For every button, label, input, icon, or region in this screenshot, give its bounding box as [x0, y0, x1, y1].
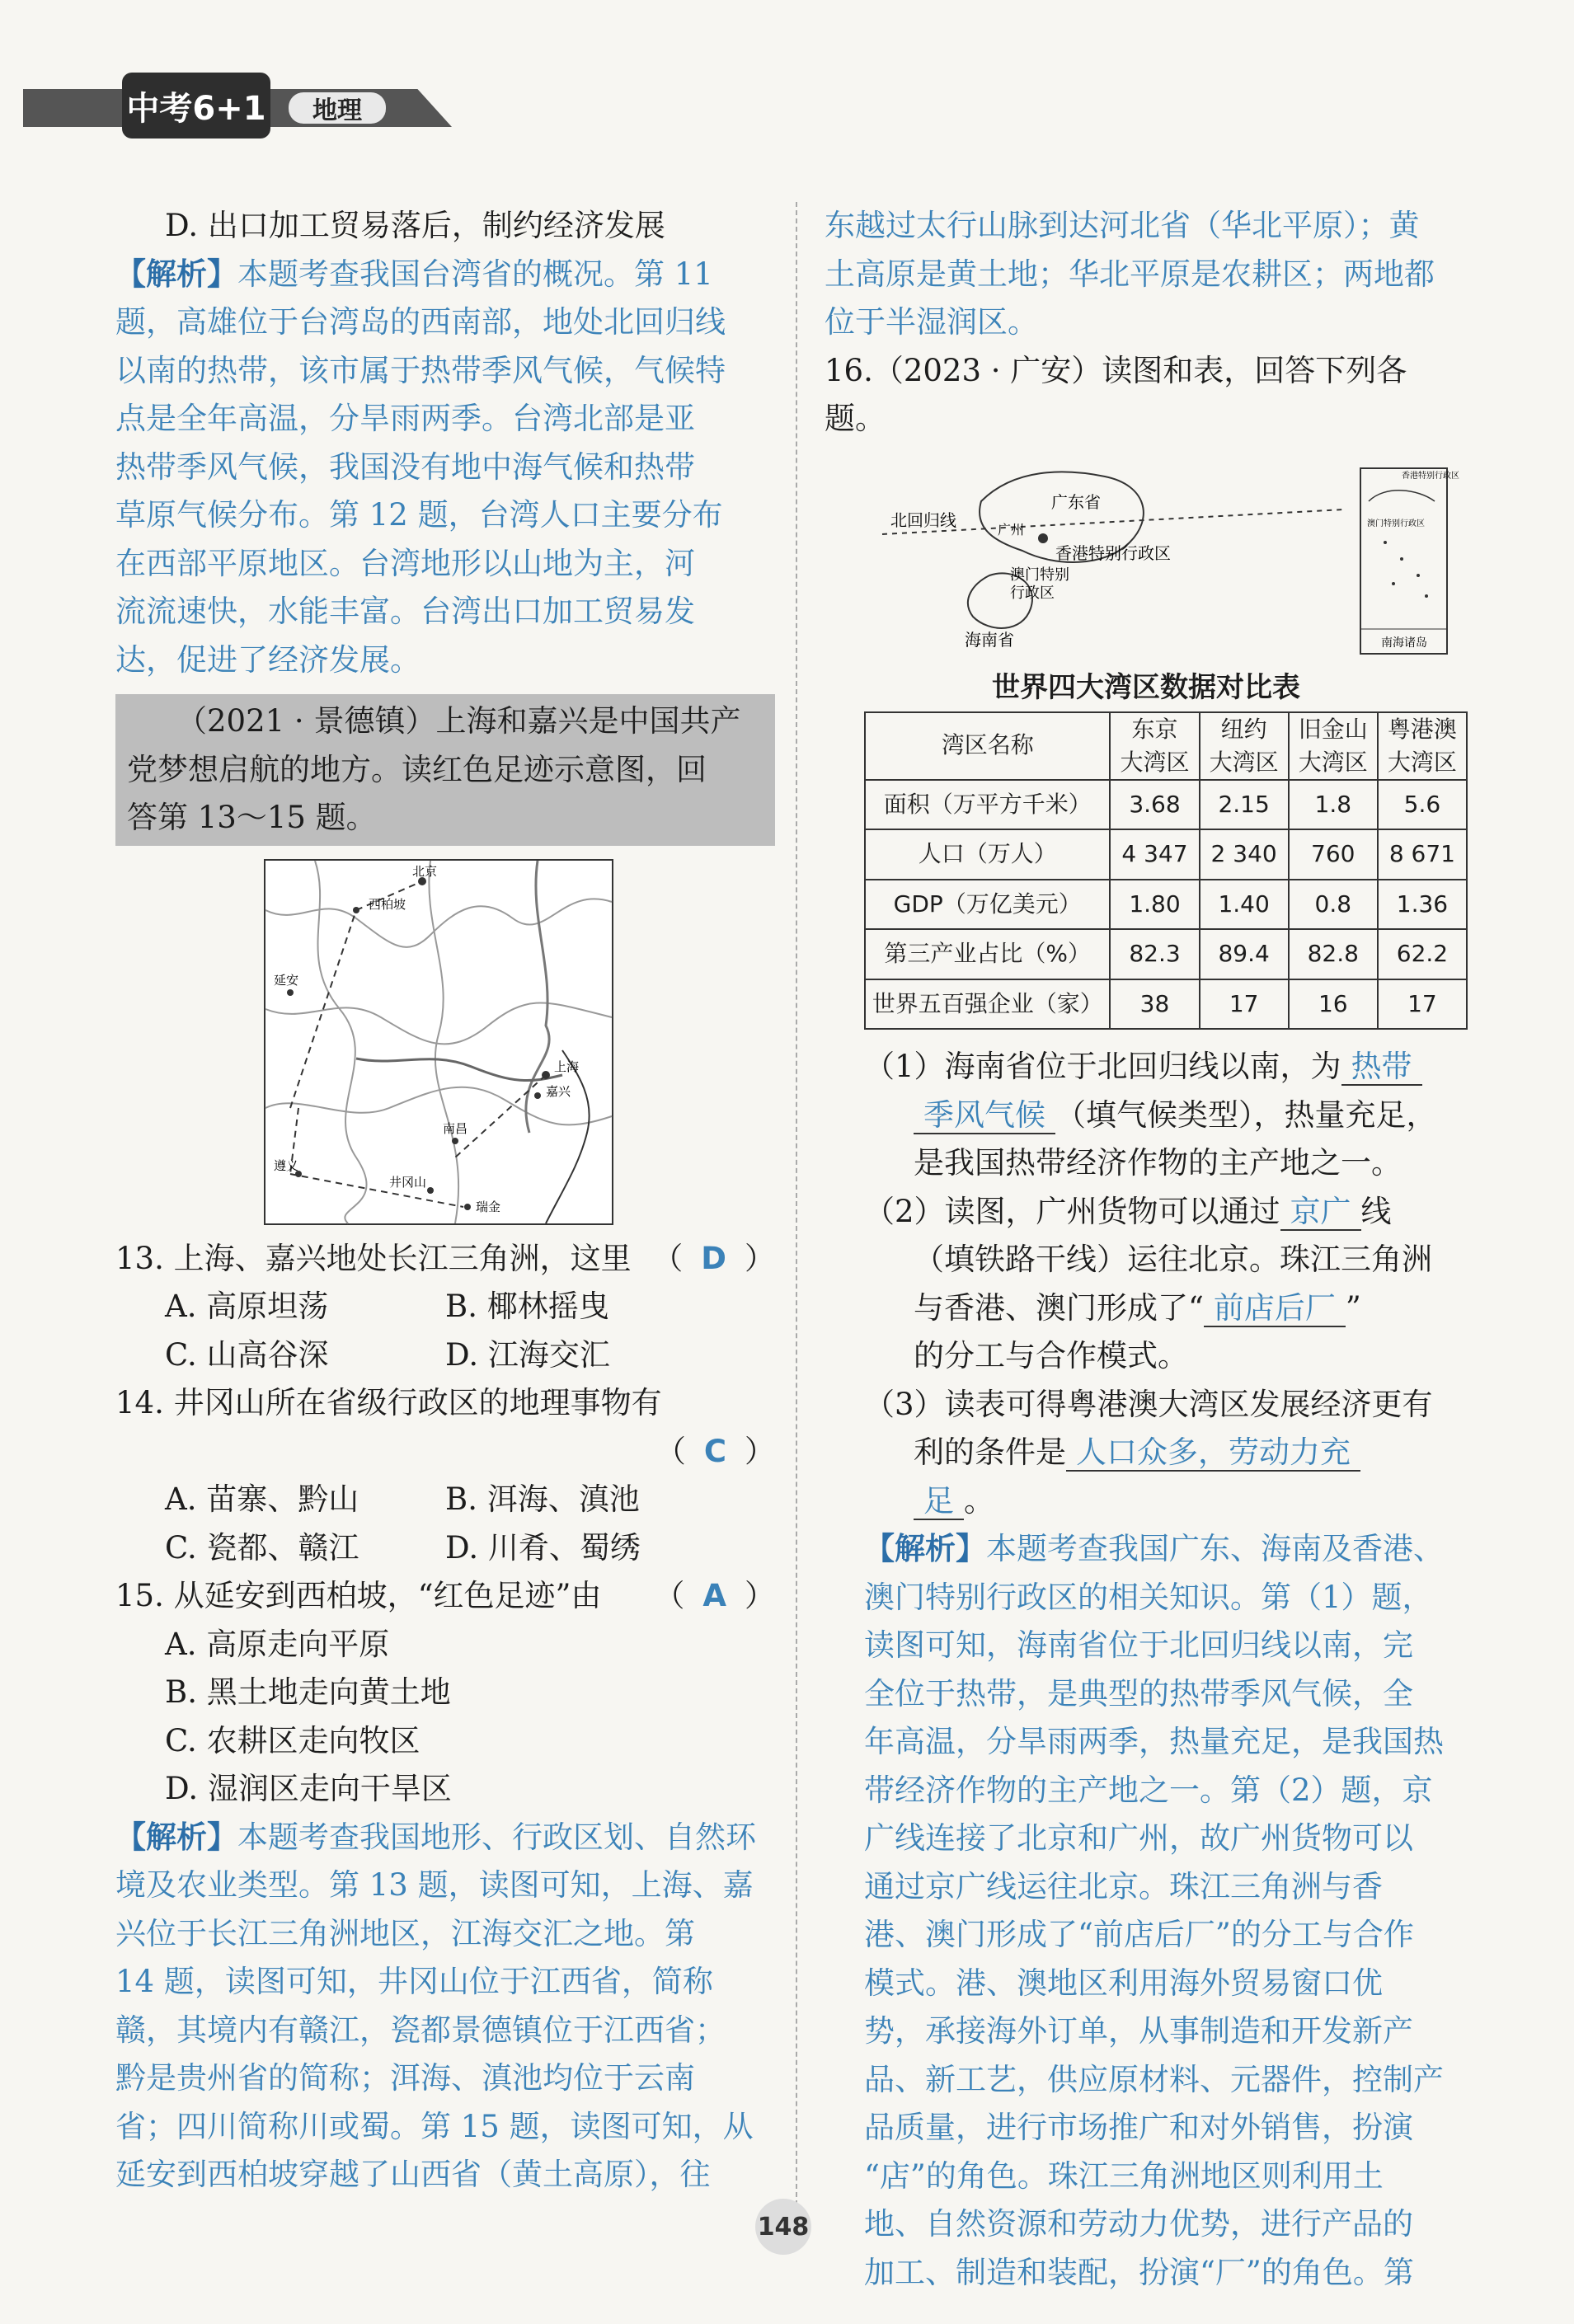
table-header-cell: 旧金山 大湾区: [1289, 712, 1378, 780]
explanation-16: 【解析】本题考查我国广东、海南及香港、 澳门特别行政区的相关知识。第（1）题， 读图可知，海南省位于北回归线以南，完 全位于热带，是典型的热带季风气候，全 年高温，分旱雨两季，热量充足，是我国热 带经济作物的主产地之一。第（2）题，京 广线连接了北京和广州，故广州货物可以 通过京广线运往北京。珠江三角洲与香 港、澳门形成了“前店后厂”的分工与合作 模式。港、澳地区利用海外贸易窗口优 势，承接海外订单，从事制造和开发新产 品、新工艺，供应原材料、元器件，控制产 品质量，进行市场推广和对外销售，扮演 “店”的角色。珠江三角洲地区则利用土 地、自然资源和劳动力优势，进行产品的 加工、制造和装配，扮演“厂”的角色。第: [864, 1531, 1444, 2290]
table-title: 世界四大湾区数据对比表: [992, 670, 1300, 704]
map-label-guangdong: 广东省: [1051, 491, 1101, 512]
q15-stem: 15. 从延安到西柏坡，“红色足迹”由: [115, 1578, 602, 1613]
table-row: GDP（万亿美元） 1.80 1.40 0.8 1.36: [865, 880, 1467, 930]
subject-label: 地理: [289, 92, 386, 124]
map-label-macau-1: 澳门特别: [1010, 566, 1069, 584]
table-header-cell: 湾区名称: [865, 712, 1110, 780]
map-label-nanchang: 南昌: [443, 1120, 468, 1136]
q15-option-d: D. 湿润区走向干旱区: [165, 1771, 452, 1806]
q12-option-d: D. 出口加工贸易落后，制约经济发展: [165, 208, 665, 243]
table-header-cell: 纽约 大湾区: [1200, 712, 1289, 780]
inset-label-south-china-sea: 南海诸岛: [1381, 636, 1427, 650]
column-divider: [796, 202, 797, 2205]
q14-stem: 14. 井冈山所在省级行政区的地理事物有: [115, 1385, 662, 1420]
explanation-tag: 【解析】: [115, 256, 237, 292]
q16-sub2-answer-1: 京广: [1280, 1194, 1361, 1231]
map-label-xibaipo: 西柏坡: [369, 896, 406, 912]
q13-option-b: B. 椰林摇曳: [445, 1289, 609, 1324]
bay-area-table: [864, 711, 1468, 1031]
table-header-cell: 东京 大湾区: [1110, 712, 1199, 780]
q15-option-a: A. 高原走向平原: [165, 1626, 390, 1662]
table-row: 第三产业占比（%） 82.3 89.4 82.8 62.2: [865, 929, 1467, 979]
map-label-zunyi: 遵义: [274, 1157, 299, 1173]
q14-option-d: D. 川肴、蜀绣: [445, 1529, 641, 1566]
table-header-row: [865, 712, 1467, 780]
q16-subquestions: （1）海南省位于北回归线以南，为 热带 季风气候 （填气候类型），热量充足， 是我国热带经济作物的主产地之一。 （2）读图，广州货物可以通过 京广 线 （填铁路干线）运往北京。珠江三角洲 与香港、澳门形成了“ 前店后厂 ” 的分工与合作模式。 （3）读表可得粤港澳大湾区发展经济更有 利的条件是 人口众多，劳动力充 足 。: [825, 1043, 1468, 1525]
table-row: 面积（万平方千米） 3.68 2.15 1.8 5.6: [865, 780, 1467, 830]
q14-option-a: A. 苗寨、黔山: [165, 1481, 359, 1517]
page-number: 148: [755, 2199, 811, 2255]
explanation-13-15: 【解析】本题考查我国地形、行政区划、自然环 境及农业类型。第 13 题，读图可知，上海、嘉 兴位于长江三角洲地区，江海交汇之地。第 14 题，读图可知，井冈山位于江西省，简称 赣，其境内有赣江，瓷都景德镇位于江西省； 黔是贵州省的简称；洱海、滇池均位于云南 省；四川简称川或蜀。第 15 题，读图可知，从 延安到西柏坡穿越了山西省（黄土高原），往: [115, 1819, 756, 2192]
q15-answer: （ A ）: [654, 1578, 775, 1613]
explanation-11-12: 【解析】本题考查我国台湾省的概况。第 11 题，高雄位于台湾岛的西南部，地处北回归线 以南的热带，该市属于热带季风气候，气候特 点是全年高温，分旱雨两季。台湾北部是亚 热带季风气候，我国没有地中海气候和热带 草原气候分布。第 12 题，台湾人口主要分布 在西部平原地区。台湾地形以山地为主，河 流流速快，水能丰富。台湾出口加工贸易发 达，促进了经济发展。: [115, 256, 726, 678]
map-label-shanghai: 上海: [554, 1059, 580, 1074]
map-label-jiaxing: 嘉兴: [546, 1083, 571, 1099]
red-footprint-map: [264, 859, 613, 1225]
q16-sub1-answer-2: 季风气候: [914, 1097, 1055, 1134]
header: [23, 64, 452, 143]
map-label-ruijin: 瑞金: [476, 1199, 501, 1214]
question-15: [115, 1572, 775, 1814]
guangdong-map: [874, 452, 1459, 658]
q16-sub3-answer-2: 足: [914, 1483, 964, 1520]
q16-sub3: （3）读表可得粤港澳大湾区发展经济更有: [864, 1386, 1433, 1422]
q16-stem: 16.（2023 · 广安）读图和表，回答下列各题。: [825, 352, 1407, 436]
q14-answer: （ C ）: [655, 1433, 775, 1469]
explanation-13-15-continued: 东越过太行山脉到达河北省（华北平原）；黄 土高原是黄土地；华北平原是农耕区；两地都 位于半湿润区。: [825, 208, 1435, 340]
q16-sub2: （2）读图，广州货物可以通过 京广 线: [864, 1193, 1392, 1229]
q16-sub1: （1）海南省位于北回归线以南，为 热带: [864, 1043, 1468, 1092]
map-label-hainan: 海南省: [965, 629, 1014, 650]
q13-option-a: A. 高原坦荡: [165, 1289, 329, 1324]
map-label-yanan: 延安: [274, 972, 299, 988]
map-label-guangzhou: 广州: [998, 521, 1025, 538]
map-label-jinggangshan: 井冈山: [389, 1174, 427, 1190]
q15-option-c: C. 农耕区走向牧区: [165, 1722, 421, 1758]
left-column: [115, 202, 775, 2200]
q16-sub3-answer-1: 人口众多，劳动力充: [1066, 1434, 1360, 1472]
question-13: [115, 1235, 775, 1380]
table-row: 世界五百强企业（家） 38 17 16 17: [865, 979, 1467, 1030]
map-label-tropic: 北回归线: [890, 509, 956, 530]
table-header-cell: 粤港澳 大湾区: [1378, 712, 1467, 780]
inset-label-hk: 香港特别行政区: [1402, 471, 1459, 481]
q16-sub1-answer-1: 热带: [1341, 1049, 1422, 1086]
q13-stem: 13. 上海、嘉兴地处长江三角洲，这里: [115, 1240, 632, 1276]
map-label-hk: 香港特别行政区: [1055, 542, 1171, 563]
question-14: [115, 1379, 775, 1572]
q14-option-b: B. 洱海、滇池: [445, 1481, 640, 1517]
q13-option-d: D. 江海交汇: [445, 1336, 610, 1373]
q13-option-c: C. 山高谷深: [165, 1336, 329, 1373]
question-intro-box: （2021 · 景德镇）上海和嘉兴是中国共产 党梦想启航的地方。读红色足迹示意图，回 答第 13～15 题。: [115, 694, 775, 846]
table-row: 人口（万人） 4 347 2 340 760 8 671: [865, 829, 1467, 880]
map-label-beijing: 北京: [412, 863, 438, 879]
right-column: [825, 202, 1468, 2297]
brand-logo: 中考6+1: [122, 73, 270, 139]
q15-option-b: B. 黑土地走向黄土地: [165, 1674, 451, 1710]
inset-label-macau: 澳门特别行政区: [1367, 519, 1425, 528]
map-label-macau-2: 行政区: [1010, 584, 1055, 602]
q13-answer: （ D ）: [652, 1240, 775, 1276]
q14-option-c: C. 瓷都、赣江: [165, 1529, 359, 1566]
q16-sub2-answer-2: 前店后厂: [1204, 1290, 1346, 1327]
